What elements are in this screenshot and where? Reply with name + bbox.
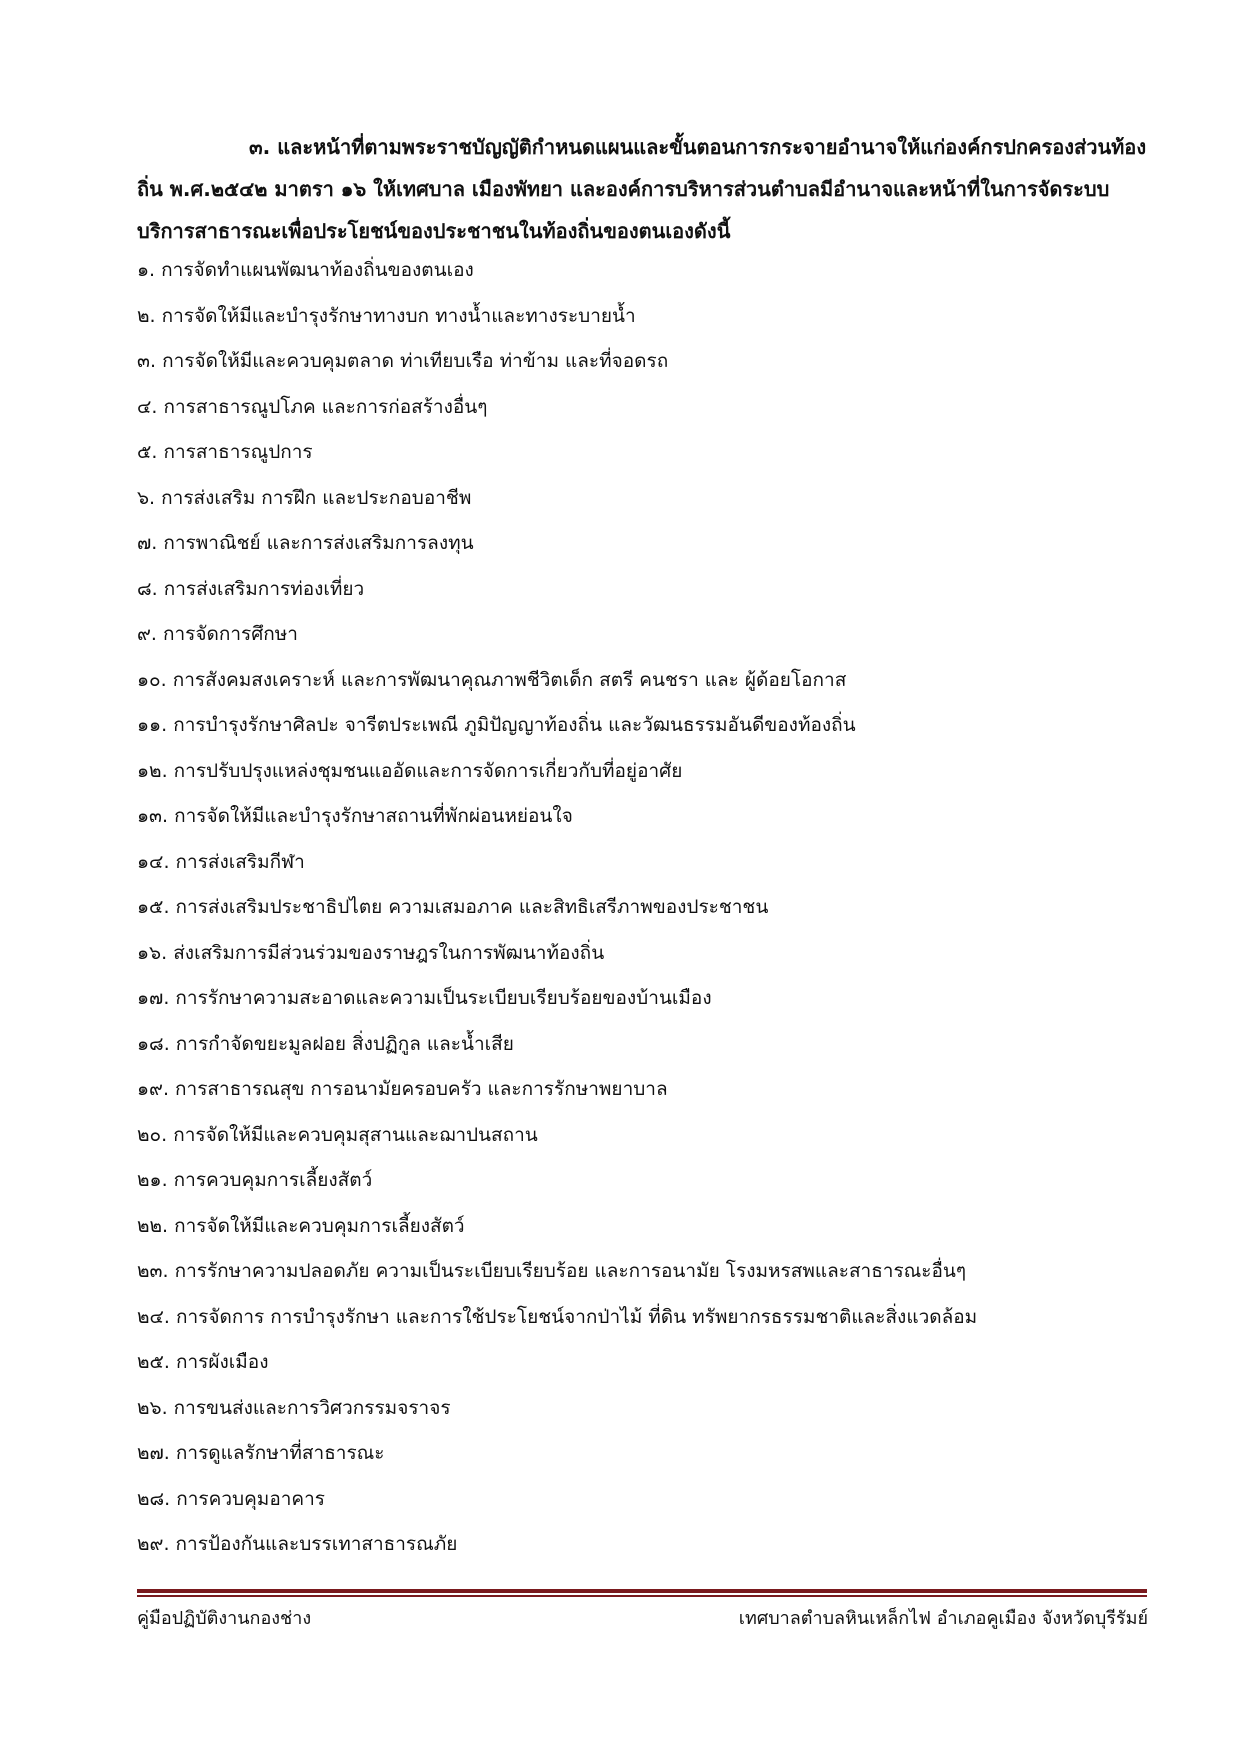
list-item: ๑๕. การส่งเสริมประชาธิปไตย ความเสมอภาค และสิทธิเสรีภาพของประชาชน [137, 896, 769, 918]
intro-paragraph [137, 126, 1147, 252]
list-item: ๑๒. การปรับปรุงแหล่งชุมชนแออัดและการจัดการเกี่ยวกับที่อยู่อาศัย [137, 759, 683, 782]
footer-divider [137, 1589, 1147, 1597]
list-item: ๒๓. การรักษาความปลอดภัย ความเป็นระเบียบเรียบร้อย และการอนามัย โรงมหรสพและสาธารณะอื่นๆ [137, 1260, 967, 1282]
list-item: ๙. การจัดการศึกษา [137, 623, 298, 645]
list-item: ๒๐. การจัดให้มีและควบคุมสุสานและฌาปนสถาน [137, 1123, 538, 1146]
list-item: ๒๑. การควบคุมการเลี้ยงสัตว์ [137, 1169, 373, 1191]
list-item: ๑๘. การกำจัดขยะมูลฝอย สิ่งปฏิกูล และน้ำเสีย [137, 1032, 514, 1055]
footer-divider-thin-line [137, 1595, 1147, 1597]
duty-list [137, 248, 1177, 1568]
list-item: ๒๕. การผังเมือง [137, 1351, 269, 1373]
list-item: ๒. การจัดให้มีและบำรุงรักษาทางบก ทางน้ำและทางระบายน้ำ [137, 304, 636, 327]
list-item: ๖. การส่งเสริม การฝึก และประกอบอาชีพ [137, 486, 472, 509]
list-item: ๒๘. การควบคุมอาคาร [137, 1487, 325, 1510]
list-item: ๑๓. การจัดให้มีและบำรุงรักษาสถานที่พักผ่อนหย่อนใจ [137, 805, 573, 827]
list-item: ๑๗. การรักษาความสะอาดและความเป็นระเบียบเรียบร้อยของบ้านเมือง [137, 987, 712, 1009]
list-item: ๒๖. การขนส่งและการวิศวกรรมจราจร [137, 1396, 451, 1419]
list-item: ๕. การสาธารณูปการ [137, 441, 313, 463]
list-item: ๑๑. การบำรุงรักษาศิลปะ จารีตประเพณี ภูมิปัญญาท้องถิ่น และวัฒนธรรมอันดีของท้องถิ่น [137, 714, 856, 736]
list-item: ๒๒. การจัดให้มีและควบคุมการเลี้ยงสัตว์ [137, 1214, 465, 1237]
footer-divider-thick-line [137, 1589, 1147, 1593]
list-item: ๒๙. การป้องกันและบรรเทาสาธารณภัย [137, 1533, 458, 1555]
footer-manual-title: คู่มือปฏิบัติงานกองช่าง [137, 1608, 312, 1629]
list-item: ๑. การจัดทำแผนพัฒนาท้องถิ่นของตนเอง [137, 259, 474, 281]
list-item: ๓. การจัดให้มีและควบคุมตลาด ท่าเทียบเรือ ท่าข้าม และที่จอดรถ [137, 350, 669, 372]
list-item: ๘. การส่งเสริมการท่องเที่ยว [137, 577, 365, 600]
list-item: ๑๔. การส่งเสริมกีฬา [137, 850, 305, 873]
list-item: ๗. การพาณิชย์ และการส่งเสริมการลงทุน [137, 532, 474, 554]
list-item: ๒๗. การดูแลรักษาที่สาธารณะ [137, 1442, 385, 1464]
intro-text: ๓. และหน้าที่ตามพระราชบัญญัติกำหนดแผนและขั้นตอนการกระจายอำนาจให้แก่องค์กรปกครองส่วนท้องถิ่น พ.ศ.๒๕๔๒ มาตรา ๑๖ ให้เทศบาล เมืองพัทยา และองค์การบริหารส่วนตำบลมีอำนาจและหน้าที่ในการจัดระบบบริการสาธารณะเพื่อประโยชน์ของประชาชนในท้องถิ่นของตนเองดังนี้ [137, 135, 1147, 243]
list-item: ๒๔. การจัดการ การบำรุงรักษา และการใช้ประโยชน์จากป่าไม้ ที่ดิน ทรัพยากรธรรมชาติและสิ่งแวดล้อม [137, 1305, 978, 1328]
list-item: ๔. การสาธารณูปโภค และการก่อสร้างอื่นๆ [137, 395, 488, 418]
list-item: ๑๖. ส่งเสริมการมีส่วนร่วมของราษฎรในการพัฒนาท้องถิ่น [137, 941, 605, 964]
list-item: ๑๐. การสังคมสงเคราะห์ และการพัฒนาคุณภาพชีวิตเด็ก สตรี คนชรา และ ผู้ด้อยโอกาส [137, 668, 847, 691]
footer-organization: เทศบาลตำบลหินเหล็กไฟ อำเภอคูเมือง จังหวัดบุรีรัมย์ [738, 1608, 1148, 1629]
list-item: ๑๙. การสาธารณสุข การอนามัยครอบครัว และการรักษาพยาบาล [137, 1078, 668, 1100]
